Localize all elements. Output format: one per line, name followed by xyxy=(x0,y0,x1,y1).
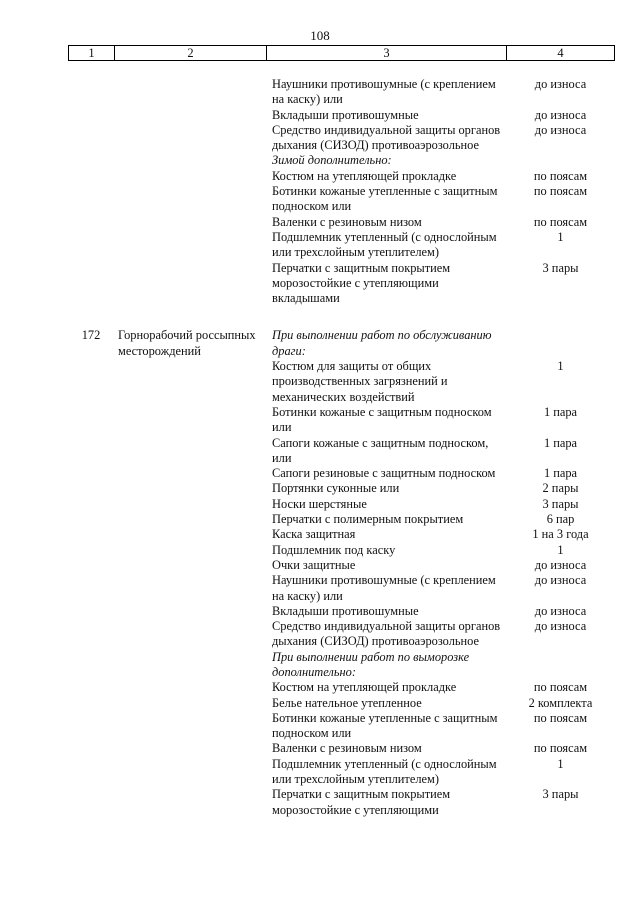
item-quantity: до износа xyxy=(534,557,587,572)
item-quantity: по поясам xyxy=(533,168,588,183)
table-row xyxy=(68,787,615,818)
item-name: Портянки суконные или xyxy=(272,481,400,496)
item-quantity: 1 пара xyxy=(543,466,578,481)
item-name: Белье нательное утепленное xyxy=(272,695,422,710)
item-name: Ботинки кожаные утепленные с защитным подноском или xyxy=(272,710,498,741)
column-header-2: 2 xyxy=(115,46,267,60)
item-name: Подшлемник утепленный (с однослойным или трехслойным утеплителем) xyxy=(272,229,497,260)
table-row xyxy=(68,261,615,307)
table-row xyxy=(68,527,615,542)
item-name: Наушники противошумные (с креплением на каску) или xyxy=(272,573,496,603)
item-name: Костюм для защиты от общих производственных загрязнений и механических воздействий xyxy=(272,359,448,404)
item-name: Перчатки с полимерным покрытием xyxy=(272,512,464,527)
table-row xyxy=(68,543,615,558)
item-name: Подшлемник под каску xyxy=(272,542,396,557)
table-row xyxy=(68,184,615,215)
column-header-4: 4 xyxy=(557,46,564,60)
item-quantity: до износа xyxy=(534,107,587,122)
item-quantity: 6 пар xyxy=(546,512,575,527)
table-row xyxy=(68,481,615,496)
item-name: Подшлемник утепленный (с однослойным или трехслойным утеплителем) xyxy=(272,756,497,787)
table-row xyxy=(68,153,615,168)
item-quantity: 1 xyxy=(557,756,564,771)
table-row xyxy=(68,77,615,108)
profession-name: Горнорабочий россыпных месторождений xyxy=(118,328,256,358)
table-row xyxy=(68,512,615,527)
item-name: Костюм на утепляющей прокладке xyxy=(272,680,457,695)
item-quantity: до износа xyxy=(534,573,587,588)
section-heading: При выполнении работ по обслуживанию драги: xyxy=(272,328,492,358)
item-quantity: 3 пары xyxy=(542,787,579,802)
table-row xyxy=(68,696,615,711)
item-name: Каска защитная xyxy=(272,527,356,542)
column-header-row xyxy=(68,45,615,61)
item-quantity: до износа xyxy=(534,122,587,137)
table-row xyxy=(68,650,615,681)
item-quantity: 1 xyxy=(557,542,564,557)
item-name: Валенки с резиновым низом xyxy=(272,214,422,229)
table-row xyxy=(68,215,615,230)
item-quantity: 2 пары xyxy=(542,481,579,496)
item-name: Наушники противошумные (с креплением на каску) или xyxy=(272,77,496,107)
entry-separator xyxy=(68,306,615,328)
item-quantity: до износа xyxy=(534,619,587,634)
item-name: Костюм на утепляющей прокладке xyxy=(272,168,457,183)
table-body xyxy=(68,77,615,818)
item-quantity: 2 комплекта xyxy=(528,695,593,710)
table-row xyxy=(68,230,615,261)
item-quantity: 1 пара xyxy=(543,404,578,419)
item-name: Валенки с резиновым низом xyxy=(272,741,422,756)
table-row xyxy=(68,619,615,650)
entry-number: 172 xyxy=(81,328,101,343)
table-row xyxy=(68,573,615,604)
item-quantity: 1 на 3 года xyxy=(532,527,589,542)
item-quantity: 3 пары xyxy=(542,260,579,275)
item-quantity: до износа xyxy=(534,603,587,618)
table-row xyxy=(68,558,615,573)
table-row xyxy=(68,680,615,695)
page-number: 108 xyxy=(310,28,330,43)
table-row xyxy=(68,604,615,619)
item-quantity: по поясам xyxy=(533,710,588,725)
table-row xyxy=(68,359,615,405)
table-row xyxy=(68,497,615,512)
item-quantity: до износа xyxy=(534,77,587,91)
table-row xyxy=(68,757,615,788)
item-name: Перчатки с защитным покрытием морозостойкие с утепляющими вкладышами xyxy=(272,260,451,306)
table-row xyxy=(68,328,615,359)
column-header-3: 3 xyxy=(267,46,507,60)
item-name: Сапоги кожаные с защитным подноском, или xyxy=(272,435,489,465)
item-name: Средство индивидуальной защиты органов дыхания (СИЗОД) противоаэрозольное xyxy=(272,619,501,649)
item-name: Ботинки кожаные утепленные с защитным подноском или xyxy=(272,184,498,214)
table-row xyxy=(68,405,615,436)
item-quantity: по поясам xyxy=(533,214,588,229)
table-row xyxy=(68,436,615,467)
item-quantity: по поясам xyxy=(533,680,588,695)
item-name: Средство индивидуальной защиты органов дыхания (СИЗОД) противоаэрозольное xyxy=(272,122,501,153)
section-heading: При выполнении работ по выморозке дополнительно: xyxy=(272,649,470,679)
column-header-1: 1 xyxy=(69,46,115,60)
item-quantity: 1 пара xyxy=(543,435,578,450)
item-name: Сапоги резиновые с защитным подноском xyxy=(272,466,496,481)
item-name: Вкладыши противошумные xyxy=(272,603,419,618)
item-name: Очки защитные xyxy=(272,557,356,572)
item-name: Носки шерстяные xyxy=(272,496,367,511)
table-row xyxy=(68,108,615,123)
item-quantity: 3 пары xyxy=(542,496,579,511)
item-name: Перчатки с защитным покрытием морозостойкие с утепляющими xyxy=(272,787,451,817)
table-row xyxy=(68,741,615,756)
item-quantity: по поясам xyxy=(533,741,588,756)
continuation-group xyxy=(68,77,615,306)
item-name: Ботинки кожаные с защитным подноском или xyxy=(272,404,492,435)
item-quantity: по поясам xyxy=(533,184,588,199)
item-name: Вкладыши противошумные xyxy=(272,107,419,122)
entry-172 xyxy=(68,328,615,818)
table-row xyxy=(68,711,615,742)
section-heading: Зимой дополнительно: xyxy=(272,153,392,168)
table-row xyxy=(68,123,615,154)
table-row xyxy=(68,466,615,481)
item-quantity: 1 xyxy=(557,359,564,374)
item-quantity: 1 xyxy=(557,229,564,244)
table-row xyxy=(68,169,615,184)
